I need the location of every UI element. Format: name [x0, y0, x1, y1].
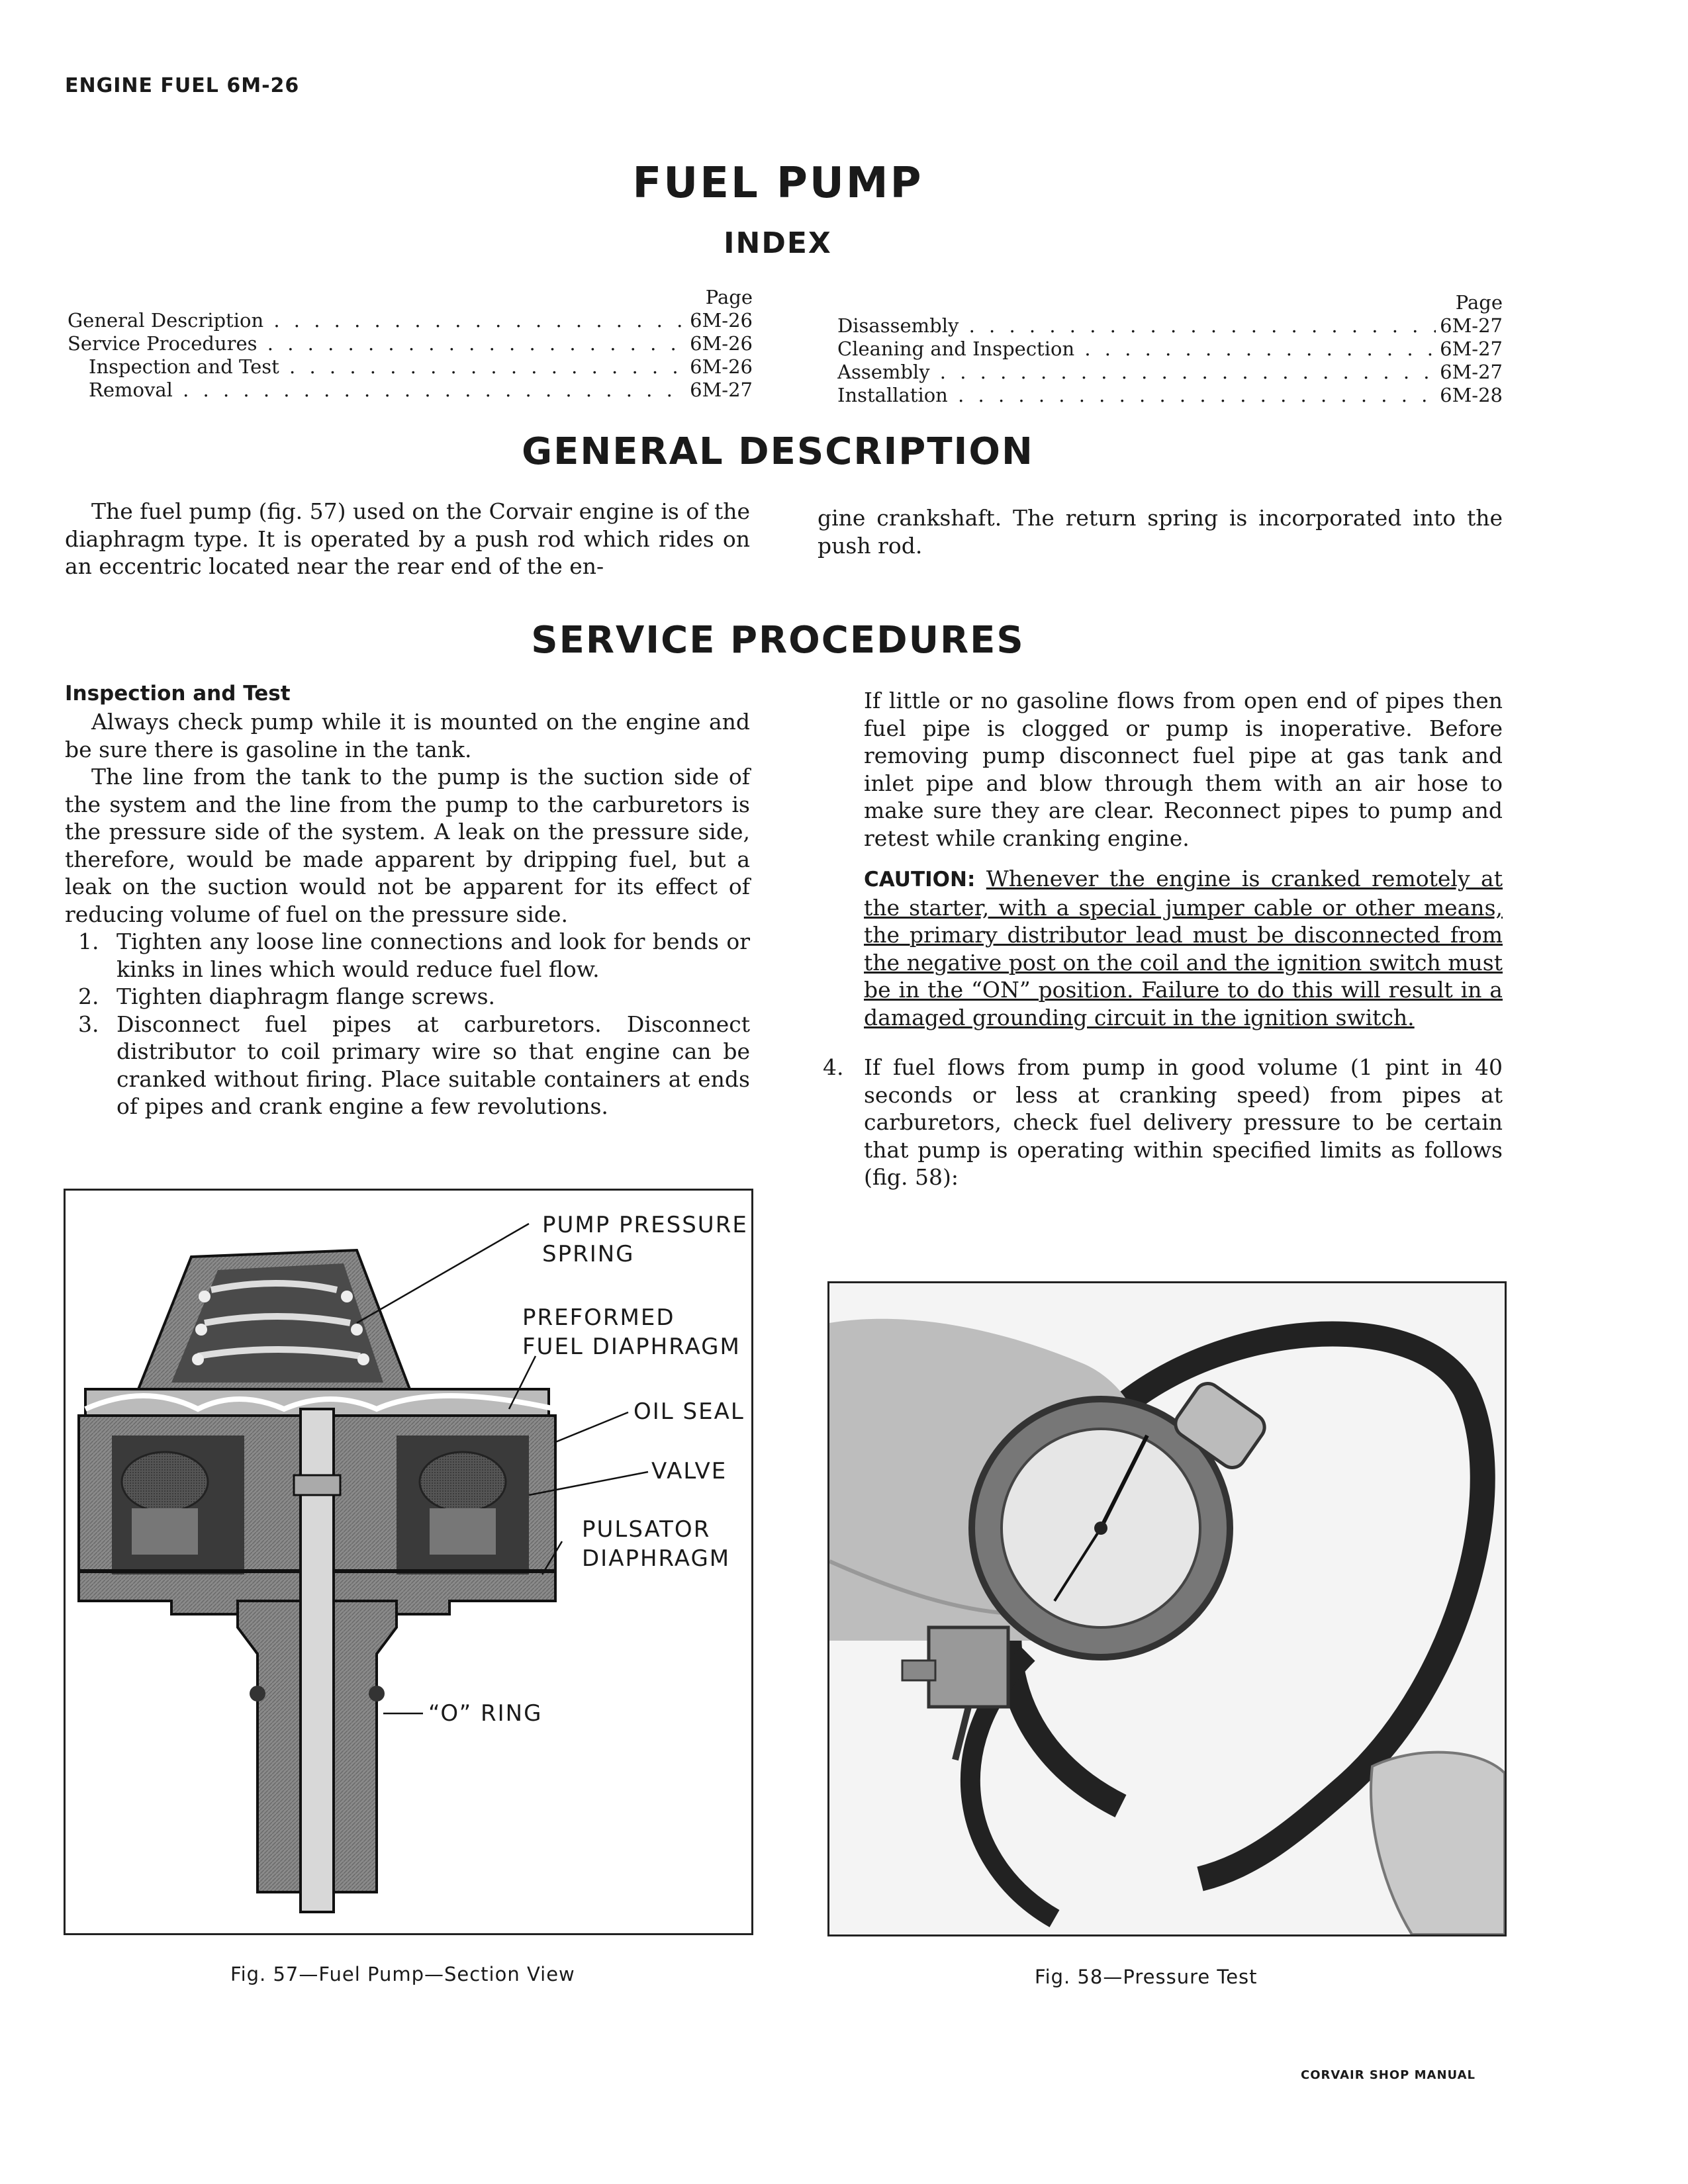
- label-line: PREFORMED: [522, 1304, 675, 1331]
- service-left-column: [65, 682, 750, 1120]
- index-page-label: Page: [705, 286, 753, 308]
- index-entry[interactable]: [68, 309, 753, 332]
- index-entry[interactable]: [837, 314, 1503, 338]
- service-procedures-heading: SERVICE PROCEDURES: [531, 619, 1025, 662]
- index-entry[interactable]: [837, 361, 1503, 384]
- procedure-step: [65, 1011, 750, 1120]
- page-title: FUEL PUMP: [632, 159, 923, 208]
- label-line: DIAPHRAGM: [582, 1545, 731, 1572]
- index-right-column: [837, 291, 1503, 407]
- inspection-paragraph-2: The line from the tank to the pump is the suction side of the system and the line from the pump to the carburetors is the pressure side of the system. A leak on the pressure side, therefore, would be made apparent by dripping fuel, but a leak on the suction would not be apparent for its effect of reducing volume of fuel on the pressure side.: [65, 764, 750, 927]
- pressure-gauge-photo: [829, 1283, 1505, 1934]
- index-entry-page: 6M-26: [690, 332, 753, 355]
- index-entry-label: Inspection and Test . . .: [89, 355, 686, 379]
- index-entry-label: Removal . . .: [89, 379, 686, 402]
- index-entry-label: Service Procedures . . .: [68, 332, 686, 355]
- index-entry[interactable]: [68, 355, 753, 379]
- index-entry-page: 6M-27: [690, 379, 753, 401]
- index-entry-page: 6M-27: [1440, 314, 1503, 337]
- step-number: 3.: [78, 1011, 99, 1037]
- label-preformed-fuel-diaphragm: [522, 1303, 741, 1361]
- step-text: Disconnect fuel pipes at carburetors. Disconnect distributor to coil primary wire so that engine can be cranked without firing. Place suitable containers at ends of pipes and crank engine a few revolutions.: [117, 1011, 750, 1119]
- general-description-text: The fuel pump (fig. 57) used on the Corvair engine is of the diaphragm type. It is operated by a push rod which rides on an eccentric located near the rear end of the en-: [65, 498, 750, 579]
- caution-label: CAUTION:: [864, 868, 976, 891]
- service-right-column: [823, 687, 1503, 1191]
- index-entry-page: 6M-27: [1440, 338, 1503, 360]
- inspection-paragraph-1: Always check pump while it is mounted on the engine and be sure there is gasoline in the tank.: [65, 709, 750, 762]
- label-pulsator-diaphragm: [582, 1515, 730, 1573]
- index-entry[interactable]: [837, 384, 1503, 407]
- index-entry[interactable]: [837, 338, 1503, 361]
- caution-text: Whenever the engine is cranked remotely at the starter, with a special jumper cable or other means, the primary distributor lead must be disconnected from the negative post on the coil and the ignition switch must be in the “ON” position. Failure to do this will result in a damaged grounding circuit in the ignition switch.: [864, 866, 1503, 1030]
- procedure-step: [65, 983, 750, 1011]
- index-entry-label: Assembly . . .: [837, 361, 1436, 384]
- index-entry-page: 6M-26: [690, 355, 753, 378]
- general-description-heading: GENERAL DESCRIPTION: [522, 430, 1034, 473]
- label-line: PULSATOR: [582, 1516, 711, 1543]
- index-entry-label: General Description . . .: [68, 309, 686, 332]
- step-text: Tighten any loose line connections and look for bends or kinks in lines which would reduce fuel flow.: [117, 929, 750, 982]
- index-entry-page: 6M-26: [690, 309, 753, 332]
- label-o-ring: “O” RING: [428, 1700, 543, 1727]
- label-pump-pressure-spring: [542, 1210, 748, 1269]
- caution-note: [864, 865, 1503, 1031]
- index-entry-label: Cleaning and Inspection . . .: [837, 338, 1436, 361]
- step-text: Tighten diaphragm flange screws.: [117, 983, 496, 1009]
- label-line: FUEL DIAPHRAGM: [522, 1334, 741, 1360]
- procedure-step: [65, 928, 750, 983]
- general-description-text-cont: gine crankshaft. The return spring is incorporated into the push rod.: [818, 505, 1503, 559]
- label-line: SPRING: [542, 1241, 635, 1267]
- index-entry-page: 6M-27: [1440, 361, 1503, 383]
- index-title: INDEX: [724, 226, 832, 260]
- step-number: 2.: [78, 983, 99, 1009]
- label-oil-seal: OIL SEAL: [633, 1398, 745, 1425]
- index-page-label: Page: [1455, 291, 1503, 314]
- index-entry[interactable]: [68, 332, 753, 355]
- label-valve: VALVE: [651, 1458, 727, 1484]
- figure-57-caption: Fig. 57—Fuel Pump—Section View: [230, 1963, 575, 1985]
- general-description-col1: [65, 498, 750, 580]
- index-left-column: [68, 286, 753, 402]
- step-number: 4.: [823, 1054, 844, 1080]
- index-entry-page: 6M-28: [1440, 384, 1503, 406]
- procedure-step: [823, 1054, 1503, 1191]
- retest-paragraph: If little or no gasoline flows from open end of pipes then fuel pipe is clogged or pump is inoperative. Before removing pump disconnect fuel pipe at gas tank and inlet pipe and blow through them with an air hose to make sure they are clear. Reconnect pipes to pump and retest while cranking engine.: [864, 688, 1503, 851]
- index-entry-label: Installation . . .: [837, 384, 1436, 407]
- general-description-col2: [818, 504, 1503, 559]
- label-line: PUMP PRESSURE: [542, 1212, 748, 1238]
- figure-58-caption: Fig. 58—Pressure Test: [1035, 1966, 1258, 1988]
- step-number: 1.: [78, 929, 99, 954]
- step-text: If fuel flows from pump in good volume (1 pint in 40 seconds or less at cranking speed) from pipes at carburetors, check fuel delivery pressure to be certain that pump is operating within specified limits as follows (fig. 58):: [864, 1054, 1503, 1190]
- index-entry-label: Disassembly . . .: [837, 314, 1436, 338]
- index-entry[interactable]: [68, 379, 753, 402]
- page-header: ENGINE FUEL 6M-26: [65, 74, 300, 97]
- figure-57-fuel-pump-section: [64, 1189, 753, 1935]
- figure-58-pressure-test-photo: [827, 1281, 1507, 1936]
- page-footer: CORVAIR SHOP MANUAL: [1301, 2068, 1476, 2082]
- inspection-and-test-subheading: Inspection and Test: [65, 682, 291, 705]
